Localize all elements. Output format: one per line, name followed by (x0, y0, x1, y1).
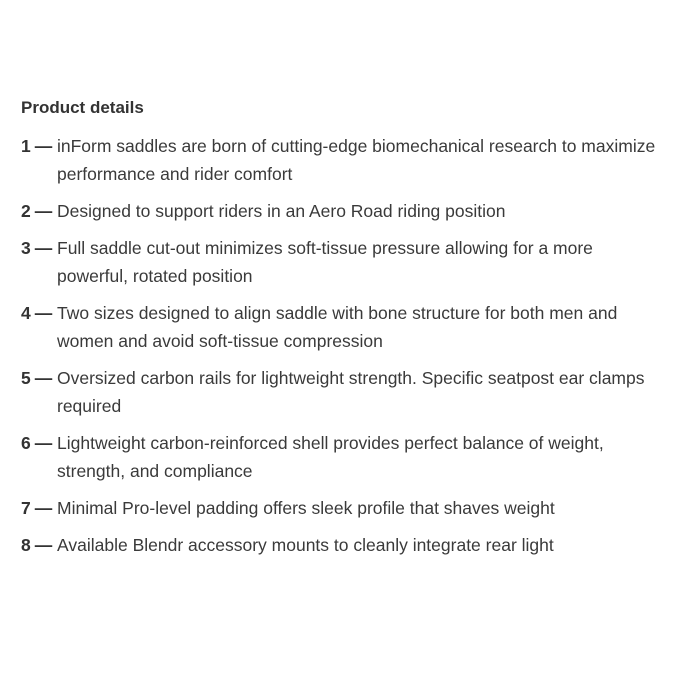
list-item-number: 5 (21, 368, 31, 388)
list-item-text: Two sizes designed to align saddle with bone structure for both men and women and avoid soft-tissue compression (57, 303, 618, 351)
list-item-dash: — (34, 368, 53, 388)
list-item (21, 299, 661, 355)
list-item (21, 197, 661, 225)
list-item (21, 494, 661, 522)
list-item-text: Lightweight carbon-reinforced shell provides perfect balance of weight, strength, and compliance (57, 433, 604, 481)
list-item (21, 531, 661, 559)
list-item-text: Minimal Pro-level padding offers sleek profile that shaves weight (57, 498, 555, 518)
list-item-dash: — (34, 535, 53, 555)
list-item-dash: — (34, 201, 53, 221)
list-item-marker (21, 494, 57, 522)
list-item (21, 132, 661, 188)
list-item-dash: — (34, 303, 53, 323)
list-item-text: Full saddle cut-out minimizes soft-tissue pressure allowing for a more powerful, rotated position (57, 238, 593, 286)
list-item-marker (21, 299, 57, 327)
list-item-number: 7 (21, 498, 31, 518)
product-details-list (21, 132, 661, 559)
list-item-dash: — (34, 136, 53, 156)
list-item-marker (21, 132, 57, 160)
list-item-dash: — (34, 433, 53, 453)
list-item-marker (21, 531, 57, 559)
list-item-number: 4 (21, 303, 31, 323)
list-item-number: 1 (21, 136, 31, 156)
list-item-dash: — (34, 238, 53, 258)
product-details-section (21, 96, 661, 568)
list-item (21, 234, 661, 290)
list-item-number: 6 (21, 433, 31, 453)
list-item-dash: — (34, 498, 53, 518)
list-item-text: Designed to support riders in an Aero Road riding position (57, 201, 506, 221)
list-item-number: 8 (21, 535, 31, 555)
list-item-marker (21, 364, 57, 392)
list-item-number: 3 (21, 238, 31, 258)
list-item-text: inForm saddles are born of cutting-edge biomechanical research to maximize performance and rider comfort (57, 136, 656, 184)
product-details-heading: Product details (21, 98, 144, 117)
list-item (21, 364, 661, 420)
list-item-marker (21, 429, 57, 457)
list-item-number: 2 (21, 201, 31, 221)
list-item-marker (21, 197, 57, 225)
list-item (21, 429, 661, 485)
list-item-text: Oversized carbon rails for lightweight strength. Specific seatpost ear clamps required (57, 368, 645, 416)
list-item-text: Available Blendr accessory mounts to cleanly integrate rear light (57, 535, 554, 555)
list-item-marker (21, 234, 57, 262)
